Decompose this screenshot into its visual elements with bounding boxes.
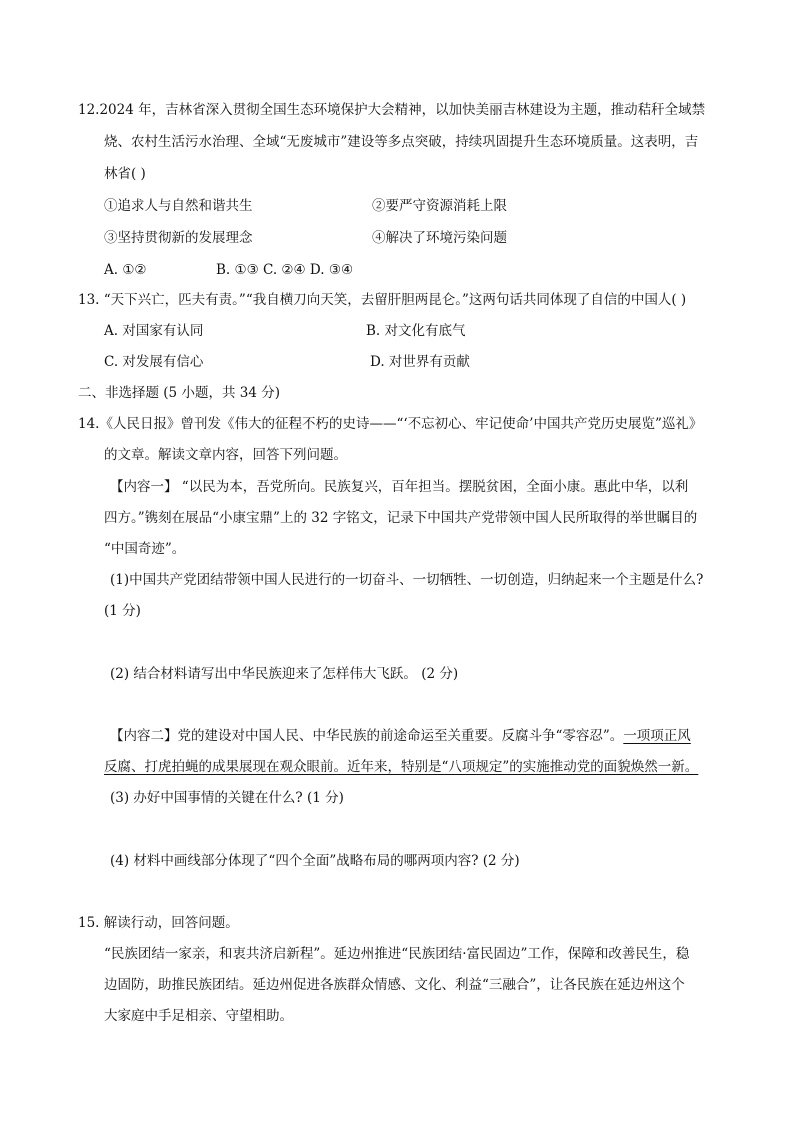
q12-statement-1: ①追求人与自然和谐共生 (104, 198, 253, 214)
q14-stem-line-1: 14.《人民日报》曾刊发《伟大的征程不朽的史诗——“‘不忘初心、牢记使命’中国共产党历史展览”巡礼》 (78, 416, 703, 432)
q14-subquestion-4: (4) 材料中画线部分体现了“四个全面”战略布局的哪两项内容? (2 分) (110, 853, 520, 869)
q13-choice-d: D. 对世界有贡献 (370, 354, 470, 370)
q14-material-1-line-1: 【内容一】 “以民为本，吾党所向。民族复兴，百年担当。摆脱贫困，全面小康。惠此中华，以利 (110, 479, 689, 495)
q14-subquestion-1-line-1: (1)中国共产党团结带领中国人民进行的一切奋斗、一切牺牲、一切创造，归纳起来一个主题是什么? (110, 572, 704, 588)
q14-subquestion-1-line-2: (1 分) (104, 603, 141, 619)
q14-underlined-text: 一项项正风 (623, 728, 691, 744)
q14-subquestion-3: (3) 办好中国事情的关键在什么? (1 分) (110, 790, 344, 806)
q15-stem: 15. 解读行动，回答问题。 (78, 915, 239, 931)
q14-material-2-line-2-underlined: 反腐、打虎拍蝇的成果展现在观众眼前。近年来，特别是“八项规定”的实施推动党的面貌焕然一新。 (104, 759, 699, 775)
q12-stem-line-1: 12.2024 年，吉林省深入贯彻全国生态环境保护大会精神，以加快美丽吉林建设为主题，推动秸秆全域禁 (78, 102, 706, 118)
q15-material-line-3: 大家庭中手足相亲、守望相助。 (104, 1008, 293, 1024)
q13-choice-a: A. 对国家有认同 (104, 323, 204, 339)
q14-material-1-line-2: 四方。”镌刻在展品“小康宝鼎”上的 32 字铭文，记录下中国共产党带领中国人民所取得的举世瞩目的 (104, 510, 698, 526)
q14-subquestion-2: (2) 结合材料请写出中华民族迎来了怎样伟大飞跃。 (2 分) (110, 666, 459, 682)
q14-material-2-line-1 (110, 726, 691, 746)
section-heading: 二、非选择题 (5 小题，共 34 分) (78, 385, 280, 401)
q14-material-2-text: 【内容二】党的建设对中国人民、中华民族的前途命运至关重要。反腐斗争“零容忍”。 (110, 728, 624, 744)
q15-material-line-1: “民族团结一家亲，和衷共济启新程”。延边州推进“民族团结·富民固边”工作，保障和改善民生，稳 (104, 946, 690, 962)
q12-statement-4: ④解决了环境污染问题 (372, 230, 507, 246)
q13-choice-c: C. 对发展有信心 (104, 354, 204, 370)
q13-stem: 13. “天下兴亡，匹夫有责。”“我自横刀向天笑，去留肝胆两昆仑。”这两句话共同体现了自信的中国人( ) (78, 292, 687, 308)
q13-choice-b: B. 对文化有底气 (366, 323, 466, 339)
q12-choices-bcd: B. ①③ C. ②④ D. ③④ (216, 262, 354, 278)
q14-material-1-line-3: “中国奇迹”。 (104, 541, 186, 557)
q12-stem-line-3: 林省( ) (104, 166, 146, 182)
q12-choice-a: A. ①② (104, 262, 147, 278)
q14-stem-line-2: 的文章。解读文章内容，回答下列问题。 (104, 447, 347, 463)
q15-material-line-2: 边固防，助推民族团结。延边州促进各族群众情感、文化、利益“三融合”，让各民族在延边州这个 (104, 977, 685, 993)
q12-stem-line-2: 烧、农村生活污水治理、全域“无废城市”建设等多点突破，持续巩固提升生态环境质量。这表明，吉 (104, 134, 699, 150)
q12-statement-3: ③坚持贯彻新的发展理念 (104, 230, 253, 246)
q12-statement-2: ②要严守资源消耗上限 (372, 198, 507, 214)
